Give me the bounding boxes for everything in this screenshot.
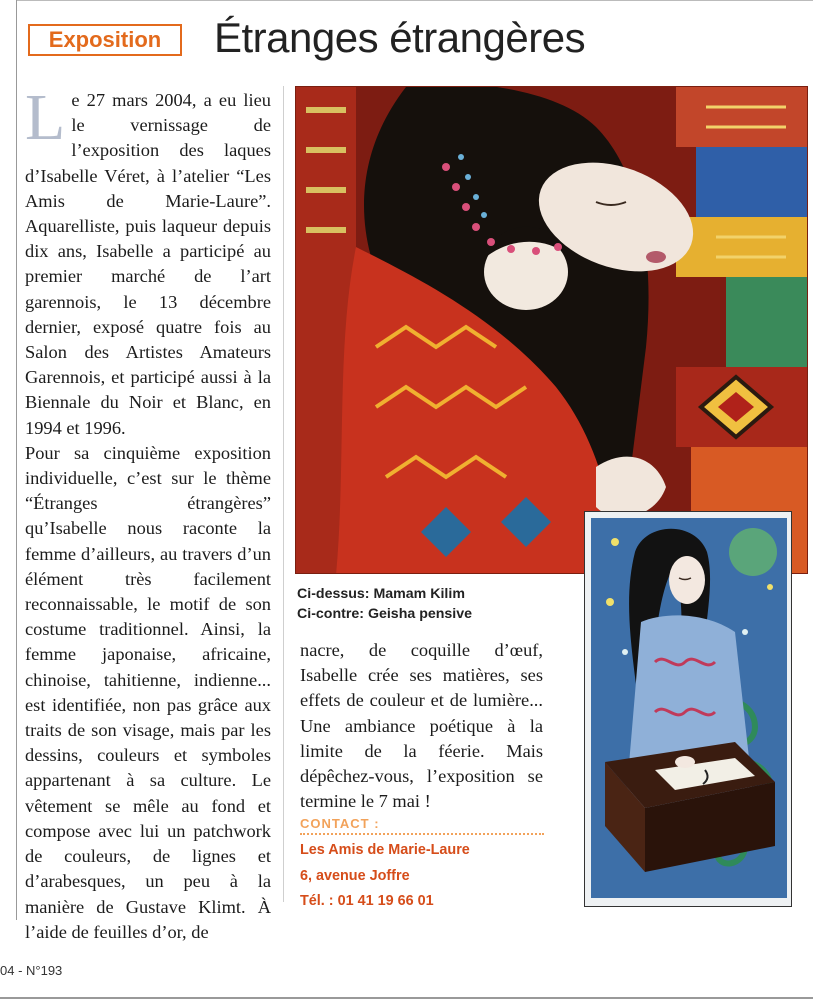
frame-bottom-rule [0, 997, 813, 999]
painting-mamam-kilim [295, 86, 808, 574]
drop-cap: L [25, 81, 66, 154]
contact-name: Les Amis de Marie-Laure [300, 842, 470, 858]
frame-left-rule [16, 0, 17, 920]
article-paragraph-1-text: e 27 mars 2004, a eu lieu le vernissage de l’exposition des laques d’Isabelle Véret, à l’atelier “Les Amis de Marie-Laure”. Aquarelliste, puis laqueur depuis dix ans, Isabelle a participé au premier marché de l’art garennois, le 13 décembre dernier, exposé quatre fois au Salon des Artistes Amateurs Garennois, et participé aussi à la Biennale du Noir et Blanc, en 1994 et 1996. [25, 90, 271, 438]
column-divider [283, 86, 284, 902]
contact-phone: Tél. : 01 41 19 66 01 [300, 893, 434, 909]
painting-geisha-pensive-art [585, 512, 792, 907]
caption-beside: Ci-contre: Geisha pensive [297, 606, 473, 622]
section-label-text: Exposition [48, 27, 162, 52]
article-column-2 [300, 638, 543, 814]
article-column-1 [25, 81, 271, 945]
caption-above: Ci-dessus: Mamam Kilim [297, 586, 465, 602]
image-captions [297, 584, 597, 624]
article-paragraph-1 [25, 81, 271, 441]
contact-address: 6, avenue Joffre [300, 868, 410, 884]
page-footer: 04 - N°193 [0, 963, 63, 978]
painting-mamam-kilim-art [296, 87, 808, 574]
frame-top-rule [16, 0, 813, 1]
article-paragraph-3: nacre, de coquille d’œuf, Isabelle crée ses matières, ses effets de couleur et de lumière... Une ambiance poétique à la limite de la féerie. Mais dépêchez-vous, l’exposition se termine le 7 mai ! [300, 640, 543, 812]
page-title: Étranges étrangères [214, 14, 586, 61]
section-label [28, 24, 182, 56]
article-paragraph-2: Pour sa cinquième exposition individuelle, c’est sur le thème “Étranges étrangères” qu’Isabelle nous raconte la femme d’ailleurs, au travers d’un élément très facilement reconnaissable, le motif de son costume traditionnel. Ainsi, la femme japonaise, africaine, chinoise, tahitienne, indienne... est identifiée, non pas grâce aux traits de son visage, mais par les dessins, couleurs et symboles appartenant à sa culture. Le vêtement se mêle au fond et compose avec lui un patchwork de couleurs, de lignes et d’arabesques, un peu à la manière de Gustave Klimt. À l’aide de feuilles d’or, de [25, 442, 271, 942]
contact-heading: CONTACT : [300, 816, 544, 835]
painting-geisha-pensive [584, 511, 792, 907]
